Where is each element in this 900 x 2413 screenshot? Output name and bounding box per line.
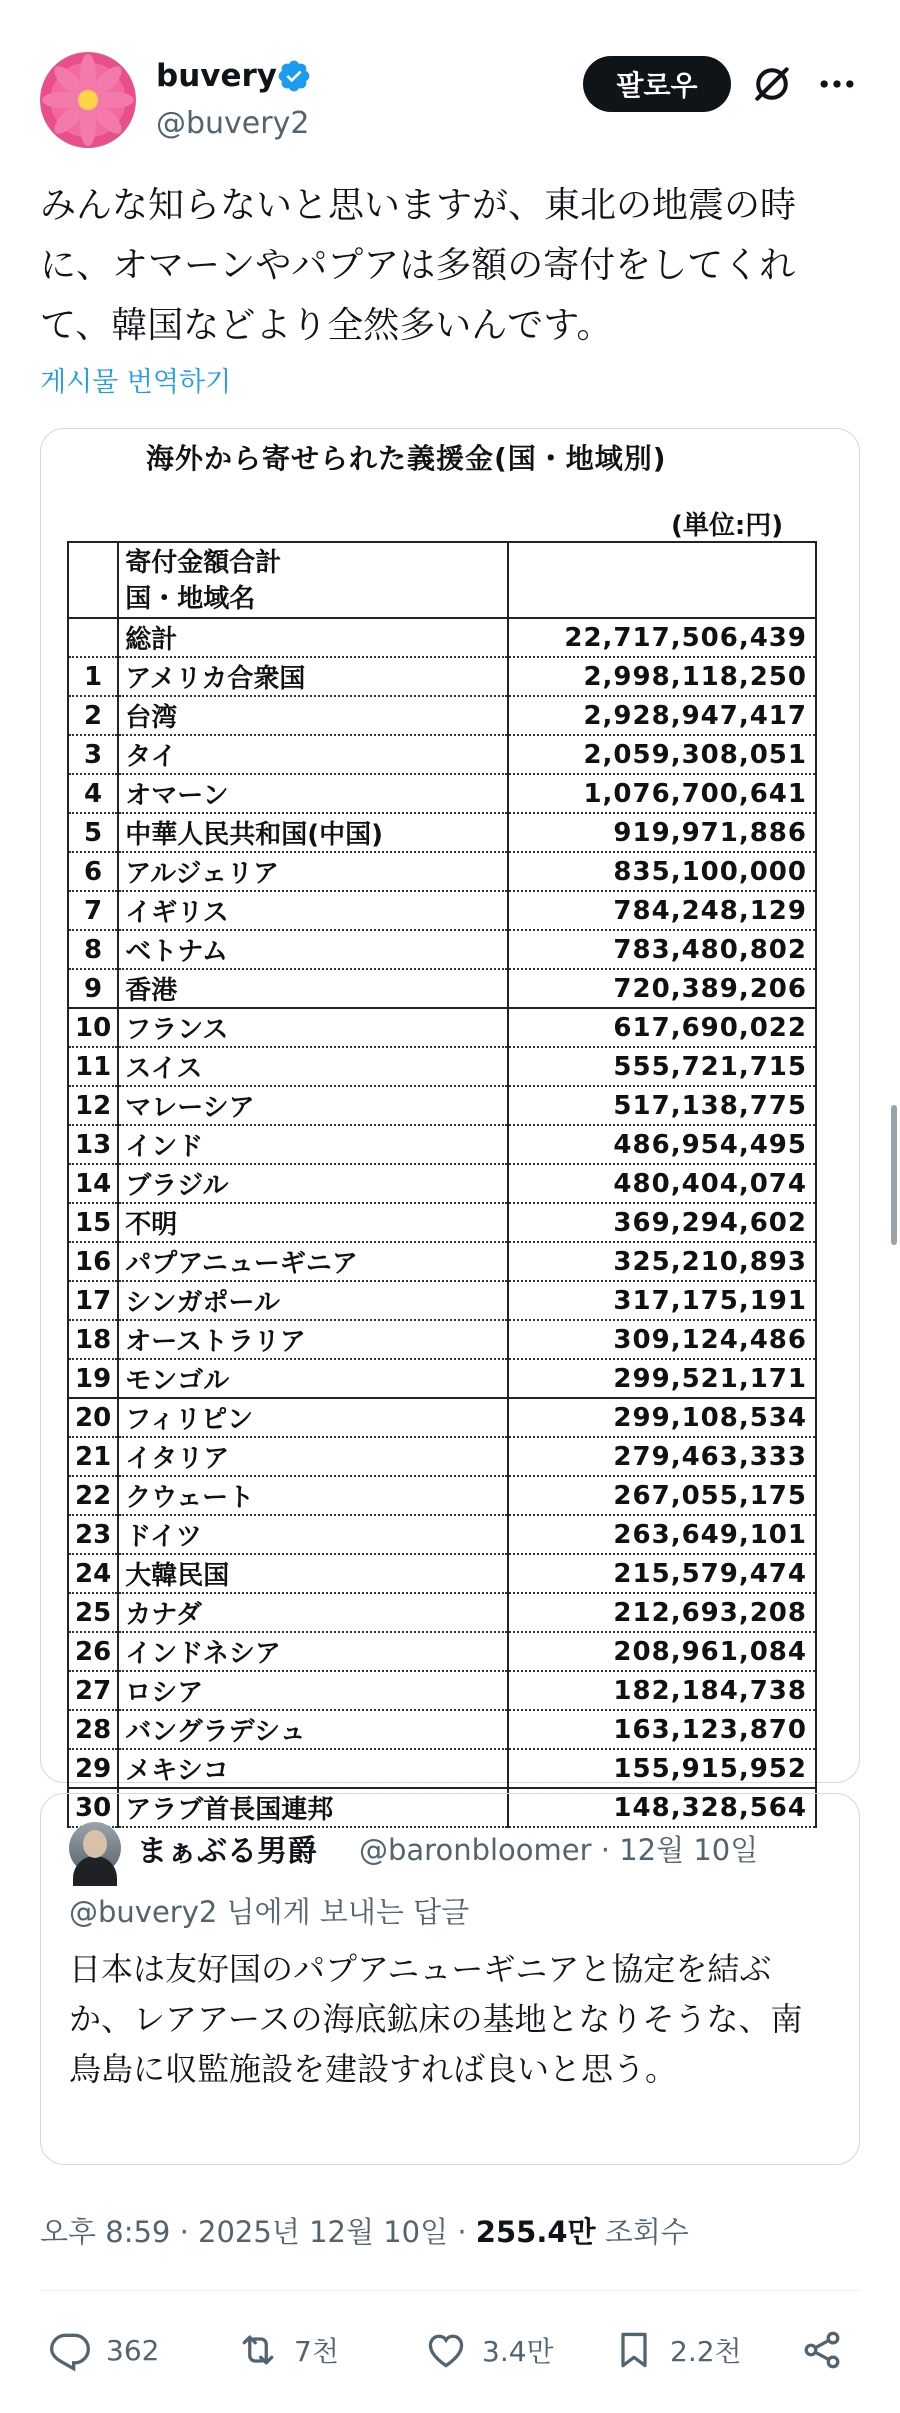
table-cell-name: フィリピン [118,1398,508,1437]
table-cell-name: ドイツ [118,1515,508,1554]
bookmark-count: 2.2천 [670,2335,742,2368]
like-button[interactable] [424,2320,554,2380]
table-cell-rank: 29 [68,1749,118,1788]
table-cell-name: 香港 [118,969,508,1008]
table-cell-rank: 7 [68,891,118,930]
quoted-post[interactable] [40,1793,860,2165]
table-row [68,852,816,891]
table-row [68,1476,816,1515]
table-cell-amount: 517,138,775 [508,1086,816,1125]
author-avatar[interactable] [40,52,136,148]
table-cell-rank: 4 [68,774,118,813]
table-cell-amount: 155,915,952 [508,1749,816,1788]
author-handle[interactable]: @buvery2 [156,106,310,141]
quoted-reply-to: @buvery2 님에게 보내는 답글 [69,1895,470,1929]
post-date[interactable]: 2025년 12월 10일 [198,2215,449,2249]
table-row [68,813,816,852]
table-cell-name: 中華人民共和国(中国) [118,813,508,852]
table-cell-amount: 617,690,022 [508,1008,816,1047]
table-row [68,1710,816,1749]
grok-icon[interactable] [750,62,794,106]
more-options-icon[interactable] [815,62,859,106]
table-cell-name: クウェート [118,1476,508,1515]
table-row [68,891,816,930]
share-icon [800,2328,844,2372]
table-cell-rank: 26 [68,1632,118,1671]
table-cell-rank: 13 [68,1125,118,1164]
share-button[interactable] [800,2320,858,2380]
quoted-date: 12월 10일 [619,1833,759,1867]
table-cell-name: ロシア [118,1671,508,1710]
table-row [68,1281,816,1320]
table-cell-rank: 30 [68,1788,118,1827]
table-cell-amount: 784,248,129 [508,891,816,930]
table-cell-rank: 1 [68,657,118,696]
table-cell-amount: 163,123,870 [508,1710,816,1749]
table-cell-rank: 15 [68,1203,118,1242]
quoted-meta: @baronbloomer · 12월 10일 [359,1833,759,1867]
table-cell-amount: 317,175,191 [508,1281,816,1320]
table-cell-rank: 19 [68,1359,118,1398]
post-time[interactable]: 오후 8:59 [40,2215,171,2249]
view-count[interactable]: 255.4만 [475,2215,596,2249]
table-row [68,930,816,969]
table-cell-name: フランス [118,1008,508,1047]
table-cell-name: アラブ首長国連邦 [118,1788,508,1827]
follow-button[interactable]: 팔로우 [583,56,731,112]
table-cell-name: 大韓民国 [118,1554,508,1593]
view-label: 조회수 [604,2215,689,2249]
table-row [68,1047,816,1086]
post-timestamp: 오후 8:59 · 2025년 12월 10일 · 255.4만 조회수 [40,2215,689,2249]
table-row [68,1242,816,1281]
table-cell-amount: 1,076,700,641 [508,774,816,813]
table-cell-name: カナダ [118,1593,508,1632]
table-cell-amount: 215,579,474 [508,1554,816,1593]
table-cell-rank: 21 [68,1437,118,1476]
table-cell-name: アメリカ合衆国 [118,657,508,696]
table-cell-name: オマーン [118,774,508,813]
table-cell-name: マレーシア [118,1086,508,1125]
table-cell-name: スイス [118,1047,508,1086]
table-row [68,1515,816,1554]
table-cell-amount: 299,521,171 [508,1359,816,1398]
table-row [68,774,816,813]
table-cell-rank: 12 [68,1086,118,1125]
table-cell-rank: 25 [68,1593,118,1632]
table-cell-rank: 17 [68,1281,118,1320]
scrollbar[interactable] [891,1105,897,1245]
table-cell-amount: 2,059,308,051 [508,735,816,774]
like-count: 3.4만 [482,2335,554,2368]
table-row [68,969,816,1008]
table-cell-amount: 263,649,101 [508,1515,816,1554]
donation-table [67,541,817,1828]
table-row [68,1398,816,1437]
table-cell-amount: 208,961,084 [508,1632,816,1671]
total-row [68,618,816,657]
table-cell-rank: 9 [68,969,118,1008]
bookmark-icon [612,2328,656,2372]
table-cell-name: シンガポール [118,1281,508,1320]
table-row [68,657,816,696]
table-cell-rank: 23 [68,1515,118,1554]
table-cell-name: インド [118,1125,508,1164]
table-row [68,1008,816,1047]
table-row [68,735,816,774]
table-cell-name: ブラジル [118,1164,508,1203]
table-cell-amount: 720,389,206 [508,969,816,1008]
table-cell-amount: 325,210,893 [508,1242,816,1281]
table-cell-amount: 182,184,738 [508,1671,816,1710]
total-label: 総計 [118,618,508,657]
table-cell-name: イタリア [118,1437,508,1476]
table-cell-amount: 919,971,886 [508,813,816,852]
quoted-text: 日本は友好国のパプアニューギニアと協定を結ぶか、レアアースの海底鉱床の基地となりそうな、南鳥島に収監施設を建設すれば良いと思う。 [69,1950,803,2088]
table-cell-name: 台湾 [118,696,508,735]
table-cell-rank: 6 [68,852,118,891]
post-text: みんな知らないと思いますが、東北の地震の時に、オマーンやパプアは多額の寄付をしてくれて、韓国などより全然多いんです。 [40,185,797,346]
divider [40,2290,860,2291]
table-row [68,1086,816,1125]
repost-count: 7천 [294,2335,339,2368]
table-cell-rank: 18 [68,1320,118,1359]
post-header [40,52,860,148]
table-cell-name: インドネシア [118,1632,508,1671]
table-cell-amount: 369,294,602 [508,1203,816,1242]
table-cell-rank: 14 [68,1164,118,1203]
table-cell-rank: 28 [68,1710,118,1749]
table-cell-name: パプアニューギニア [118,1242,508,1281]
table-cell-name: モンゴル [118,1359,508,1398]
table-cell-amount: 555,721,715 [508,1047,816,1086]
table-cell-amount: 309,124,486 [508,1320,816,1359]
table-cell-amount: 480,404,074 [508,1164,816,1203]
table-row [68,696,816,735]
table-row [68,1749,816,1788]
header-country-label: 国・地域名 [125,584,256,614]
table-cell-amount: 783,480,802 [508,930,816,969]
table-cell-name: イギリス [118,891,508,930]
like-icon [424,2328,468,2372]
reply-icon [48,2328,92,2372]
quoted-author-name: まぁぶる男爵 [137,1834,317,1869]
table-row [68,1671,816,1710]
table-cell-amount: 486,954,495 [508,1125,816,1164]
table-row [68,1320,816,1359]
table-cell-rank: 3 [68,735,118,774]
table-cell-rank: 10 [68,1008,118,1047]
table-cell-amount: 279,463,333 [508,1437,816,1476]
table-cell-amount: 148,328,564 [508,1788,816,1827]
bookmark-button[interactable] [612,2320,742,2380]
table-cell-name: メキシコ [118,1749,508,1788]
header-amount-label: 寄付金額合計 [125,548,282,578]
table-header-row [68,542,816,618]
repost-icon [236,2328,280,2372]
total-value: 22,717,506,439 [508,618,816,657]
table-row [68,1203,816,1242]
reply-count: 362 [106,2333,160,2367]
table-cell-rank: 20 [68,1398,118,1437]
table-cell-name: バングラデシュ [118,1710,508,1749]
table-title: 海外から寄せられた義援金(国・地域別) [146,442,667,475]
table-cell-rank: 5 [68,813,118,852]
table-cell-rank: 8 [68,930,118,969]
action-bar [40,2320,860,2380]
table-cell-rank: 27 [68,1671,118,1710]
translate-post-link[interactable]: 게시물 번역하기 [40,367,232,398]
author-name[interactable]: buvery [156,58,277,94]
table-cell-amount: 267,055,175 [508,1476,816,1515]
table-cell-name: 不明 [118,1203,508,1242]
table-cell-name: オーストラリア [118,1320,508,1359]
table-cell-name: アルジェリア [118,852,508,891]
quoted-author-handle: @baronbloomer [359,1833,592,1867]
reply-button[interactable] [48,2320,159,2380]
table-cell-name: ベトナム [118,930,508,969]
table-row [68,1593,816,1632]
table-row [68,1554,816,1593]
table-cell-rank: 16 [68,1242,118,1281]
table-row [68,1164,816,1203]
table-row [68,1359,816,1398]
quoted-author-avatar[interactable] [69,1822,121,1874]
table-cell-amount: 2,928,947,417 [508,696,816,735]
table-cell-amount: 2,998,118,250 [508,657,816,696]
repost-button[interactable] [236,2320,339,2380]
table-cell-rank: 11 [68,1047,118,1086]
table-cell-rank: 22 [68,1476,118,1515]
table-cell-rank: 24 [68,1554,118,1593]
attached-image[interactable] [40,428,860,1825]
table-row [68,1632,816,1671]
verified-badge-icon [276,58,312,94]
table-cell-name: タイ [118,735,508,774]
table-row [68,1125,816,1164]
table-cell-rank: 2 [68,696,118,735]
table-cell-amount: 212,693,208 [508,1593,816,1632]
table-cell-amount: 299,108,534 [508,1398,816,1437]
table-cell-amount: 835,100,000 [508,852,816,891]
table-unit: (単位:円) [671,511,784,541]
table-row [68,1437,816,1476]
